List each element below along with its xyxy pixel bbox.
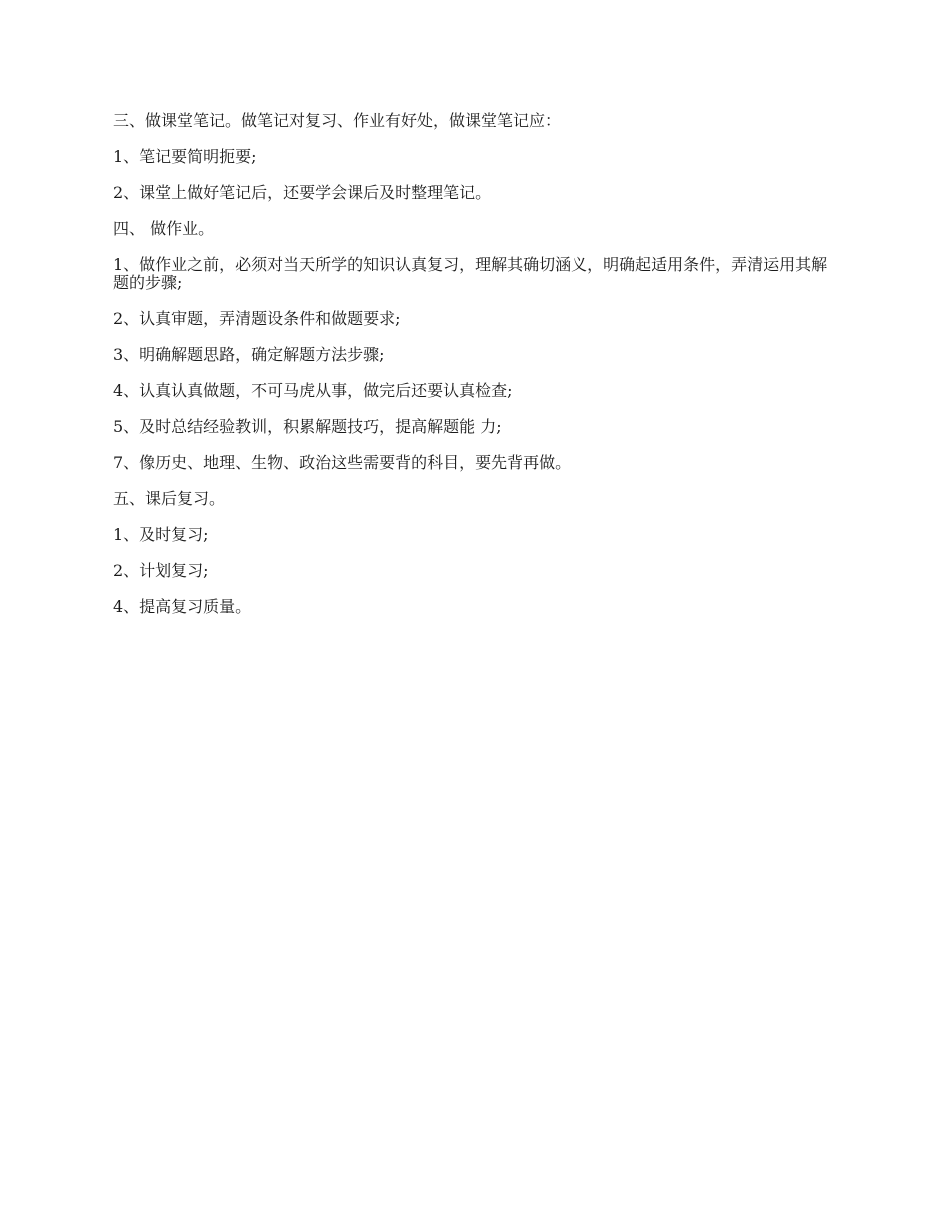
section-heading-review: 五、课后复习。 bbox=[113, 489, 226, 508]
list-item: 2、课堂上做好笔记后，还要学会课后及时整理笔记。 bbox=[113, 183, 492, 202]
list-item: 7、像历史、地理、生物、政治这些需要背的科目，要先背再做。 bbox=[113, 453, 572, 472]
list-item: 1、做作业之前，必须对当天所学的知识认真复习，理解其确切涵义，明确起适用条件，弄清运用其解题的步骤; bbox=[113, 255, 828, 292]
section-heading-homework: 四、 做作业。 bbox=[113, 219, 215, 238]
list-item: 4、认真认真做题，不可马虎从事，做完后还要认真检查; bbox=[113, 381, 513, 400]
list-item: 5、及时总结经验教训，积累解题技巧，提高解题能 力; bbox=[113, 417, 502, 436]
list-item: 3、明确解题思路，确定解题方法步骤; bbox=[113, 345, 385, 364]
list-item: 4、提高复习质量。 bbox=[113, 597, 252, 616]
list-item: 2、计划复习; bbox=[113, 561, 209, 580]
list-item: 1、笔记要简明扼要; bbox=[113, 147, 257, 166]
document-body bbox=[113, 112, 843, 634]
list-item: 2、认真审题，弄清题设条件和做题要求; bbox=[113, 309, 401, 328]
list-item: 1、及时复习; bbox=[113, 525, 209, 544]
section-heading-notes: 三、做课堂笔记。做笔记对复习、作业有好处，做课堂笔记应： bbox=[113, 111, 562, 130]
